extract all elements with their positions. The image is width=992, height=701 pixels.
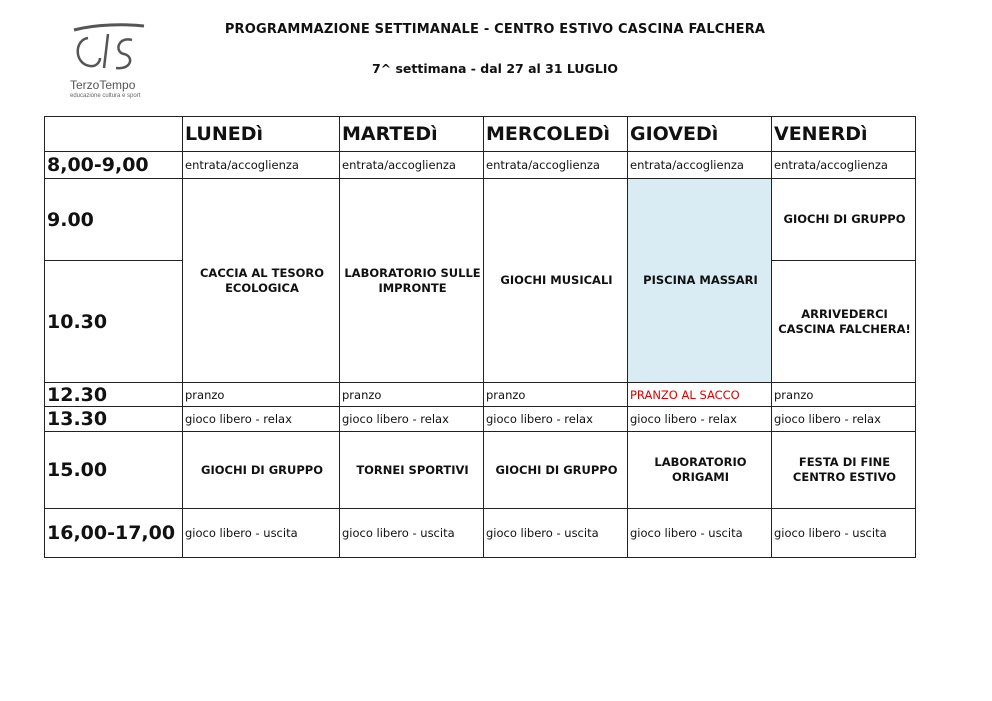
time-slot: 10.30 bbox=[45, 261, 183, 383]
schedule-cell: pranzo bbox=[772, 383, 916, 407]
activity-cell: FESTA DI FINE CENTRO ESTIVO bbox=[772, 432, 916, 509]
schedule-cell: pranzo bbox=[340, 383, 484, 407]
time-slot: 12.30 bbox=[45, 383, 183, 407]
activity-cell: GIOCHI DI GRUPPO bbox=[183, 432, 340, 509]
weekly-schedule-table bbox=[44, 116, 916, 558]
activity-cell: ARRIVEDERCI CASCINA FALCHERA! bbox=[772, 261, 916, 383]
header-row bbox=[45, 117, 916, 152]
day-header-wednesday: MERCOLEDì bbox=[484, 117, 628, 152]
schedule-cell: gioco libero - uscita bbox=[484, 509, 628, 558]
schedule-cell: gioco libero - uscita bbox=[772, 509, 916, 558]
schedule-cell: gioco libero - uscita bbox=[340, 509, 484, 558]
schedule-cell: entrata/accoglienza bbox=[772, 152, 916, 179]
page-subtitle: 7^ settimana - dal 27 al 31 LUGLIO bbox=[371, 61, 619, 76]
time-slot: 9.00 bbox=[45, 179, 183, 261]
table-row bbox=[45, 383, 916, 407]
schedule-cell: entrata/accoglienza bbox=[628, 152, 772, 179]
schedule-cell: entrata/accoglienza bbox=[183, 152, 340, 179]
day-header-monday: LUNEDì bbox=[183, 117, 340, 152]
day-header-thursday: GIOVEDì bbox=[628, 117, 772, 152]
schedule-cell: gioco libero - relax bbox=[628, 407, 772, 432]
ets-logo-icon bbox=[66, 22, 146, 76]
schedule-cell: gioco libero - uscita bbox=[628, 509, 772, 558]
time-slot: 16,00-17,00 bbox=[45, 509, 183, 558]
schedule-cell: pranzo bbox=[484, 383, 628, 407]
table-row bbox=[45, 179, 916, 261]
table-row bbox=[45, 509, 916, 558]
schedule-cell: gioco libero - relax bbox=[484, 407, 628, 432]
activity-cell: GIOCHI MUSICALI bbox=[484, 179, 628, 383]
activity-cell: TORNEI SPORTIVI bbox=[340, 432, 484, 509]
day-header-tuesday: MARTEDì bbox=[340, 117, 484, 152]
schedule-cell-red: PRANZO AL SACCO bbox=[628, 383, 772, 407]
activity-cell: GIOCHI DI GRUPPO bbox=[484, 432, 628, 509]
activity-cell: LABORATORIO ORIGAMI bbox=[628, 432, 772, 509]
logo-tagline: educazione cultura e sport bbox=[70, 93, 141, 99]
activity-cell-highlighted: PISCINA MASSARI bbox=[628, 179, 772, 383]
schedule-cell: entrata/accoglienza bbox=[484, 152, 628, 179]
corner-cell bbox=[45, 117, 183, 152]
activity-cell: LABORATORIO SULLE IMPRONTE bbox=[340, 179, 484, 383]
activity-cell: GIOCHI DI GRUPPO bbox=[772, 179, 916, 261]
schedule-cell: pranzo bbox=[183, 383, 340, 407]
time-slot: 15.00 bbox=[45, 432, 183, 509]
day-header-friday: VENERDì bbox=[772, 117, 916, 152]
page-title: PROGRAMMAZIONE SETTIMANALE - CENTRO ESTIVO CASCINA FALCHERA bbox=[224, 22, 766, 37]
time-slot: 8,00-9,00 bbox=[45, 152, 183, 179]
table-row bbox=[45, 407, 916, 432]
schedule-cell: gioco libero - relax bbox=[772, 407, 916, 432]
activity-cell: CACCIA AL TESORO ECOLOGICA bbox=[183, 179, 340, 383]
schedule-cell: gioco libero - uscita bbox=[183, 509, 340, 558]
table-row bbox=[45, 152, 916, 179]
logo-brand-text: TerzoTempo bbox=[70, 78, 136, 92]
schedule-cell: gioco libero - relax bbox=[340, 407, 484, 432]
schedule-cell: gioco libero - relax bbox=[183, 407, 340, 432]
table-row bbox=[45, 432, 916, 509]
schedule-cell: entrata/accoglienza bbox=[340, 152, 484, 179]
time-slot: 13.30 bbox=[45, 407, 183, 432]
